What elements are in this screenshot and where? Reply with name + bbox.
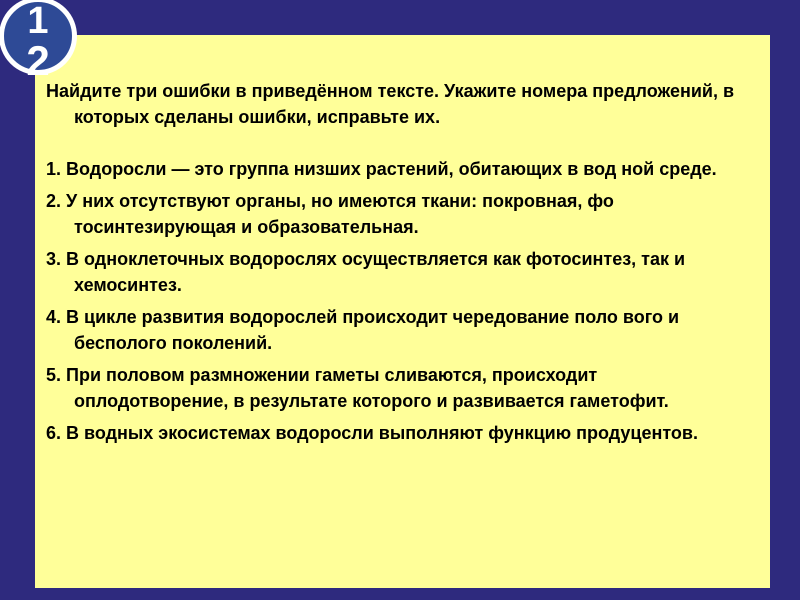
sentence-4: 4. В цикле развития водорослей происходит чередование поло вого и бесполого поколений. <box>46 307 680 353</box>
task-text: Найдите три ошибки в приведённом тексте. Укажите номера предложений, в которых сделаны ошибки, исправьте их. <box>46 81 735 127</box>
sentence-2: 2. У них отсутствуют органы, но имеются ткани: покровная, фо тосинтезирующая и образовательная. <box>46 191 614 237</box>
sentence-1: 1. Водоросли — это группа низших растений, обитающих в вод ной среде. <box>46 159 717 179</box>
sentence-5: 5. При половом размножении гаметы сливаются, происходит оплодотворение, в результате которого и развивается гаметофит. <box>46 365 669 411</box>
slide-number-badge <box>0 0 77 84</box>
sentence-3: 3. В одноклеточных водорослях осуществляется как фотосинтез, так и хемосинтез. <box>46 249 686 295</box>
sentence-6: 6. В водных экосистемах водоросли выполняют функцию продуцентов. <box>46 423 698 443</box>
slide-content <box>46 78 746 452</box>
badge-digit-1: 1 <box>27 0 49 42</box>
badge-digit-2: 2 <box>26 37 50 84</box>
